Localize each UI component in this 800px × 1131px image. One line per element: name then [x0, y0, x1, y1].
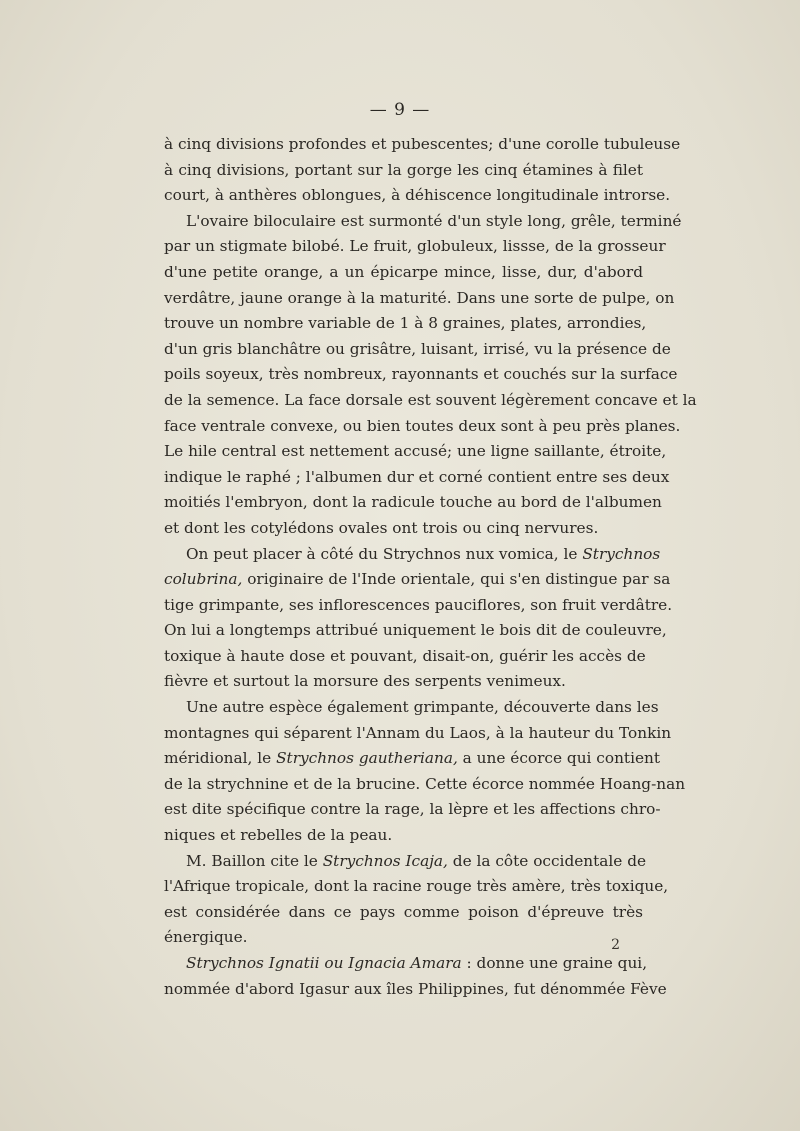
text-line	[164, 746, 661, 772]
text-line	[164, 439, 667, 465]
line-text: L'ovaire biloculaire est surmonté d'un style long, grêle, terminé	[186, 211, 682, 230]
text-line	[164, 311, 647, 337]
line-text: moitiés l'embryon, dont la radicule touche au bord de l'albumen	[164, 493, 662, 512]
text-line	[164, 286, 675, 312]
line-text: trouve un nombre variable de 1 à 8 graines, plates, arrondies,	[164, 314, 647, 333]
text-line	[164, 644, 646, 670]
text-line	[164, 977, 667, 1003]
signature-mark: 2	[611, 937, 620, 953]
line-text: On lui a longtemps attribué uniquement le bois dit de couleuvre,	[164, 621, 667, 640]
text-line	[164, 618, 667, 644]
line-text: et dont les cotylédons ovales ont trois ou cinq nervures.	[164, 518, 599, 537]
line-text: à cinq divisions, portant sur la gorge les cinq étamines à filet	[164, 160, 643, 179]
italic-text: Strychnos Ignatii ou Ignacia Amara	[186, 954, 462, 972]
italic-text: Strychnos gautheriana,	[276, 749, 458, 768]
line-text: est considérée dans ce pays comme poison d'épreuve très	[164, 902, 643, 921]
text-line	[164, 874, 669, 900]
line-text: verdâtre, jaune orange à la maturité. Dans une sorte de pulpe, on	[164, 288, 675, 307]
line-text: à cinq divisions profondes et pubescentes; d'une corolle tubuleuse	[164, 135, 681, 153]
line-text: indique le raphé ; l'albumen dur et corné contient entre ses deux	[164, 467, 670, 486]
text-line	[164, 260, 643, 286]
text-line	[164, 209, 682, 235]
line-text: M. Baillon cite le	[186, 851, 323, 870]
line-text: de la côte occidentale de	[447, 851, 647, 870]
text-line	[164, 465, 670, 491]
body-text	[164, 132, 697, 1002]
italic-text: Strychnos Icaja,	[322, 851, 448, 870]
line-text: énergique.	[164, 928, 248, 947]
text-line	[164, 183, 671, 209]
line-text: niques et rebelles de la peau.	[164, 826, 393, 845]
text-line	[164, 900, 643, 926]
line-text: montagnes qui séparent l'Annam du Laos, à la hauteur du Tonkin	[164, 723, 672, 742]
text-line	[164, 414, 681, 440]
line-text: a une écorce qui contient	[457, 749, 661, 768]
line-text: poils soyeux, très nombreux, rayonnants et couchés sur la surface	[164, 365, 678, 384]
line-text: fièvre et surtout la morsure des serpents venimeux.	[164, 672, 566, 691]
text-line	[164, 823, 643, 849]
line-text: par un stigmate bilobé. Le fruit, globuleux, lissse, de la grosseur	[164, 237, 666, 256]
text-line	[164, 695, 659, 721]
text-line	[164, 721, 672, 747]
line-text: On peut placer à côté du Strychnos nux vomica, le	[186, 544, 583, 563]
line-text: tige grimpante, ses inflorescences pauciflores, son fruit verdâtre.	[164, 595, 673, 614]
line-text: nommée d'abord Igasur aux îles Philippines, fut dénommée Fève	[164, 979, 667, 998]
line-text: : donne une graine qui,	[461, 954, 648, 972]
text-line	[164, 158, 643, 184]
text-line	[164, 132, 681, 158]
text-line	[164, 849, 647, 875]
line-text: Le hile central est nettement accusé; une ligne saillante, étroite,	[164, 442, 667, 461]
text-line	[164, 234, 666, 260]
text-line	[164, 490, 662, 516]
italic-text: colubrina,	[164, 570, 243, 589]
text-line	[164, 772, 686, 798]
text-line	[164, 797, 661, 823]
text-line	[164, 516, 643, 542]
line-text: de la semence. La face dorsale est souvent légèrement concave et la	[164, 390, 697, 409]
text-line	[164, 567, 671, 593]
text-line	[164, 925, 643, 951]
text-line	[164, 362, 678, 388]
line-text: méridional, le	[164, 749, 277, 768]
line-text: est dite spécifique contre la rage, la lèpre et les affections chro-	[164, 800, 661, 819]
line-text: face ventrale convexe, ou bien toutes deux sont à peu près planes.	[164, 416, 681, 435]
text-line	[164, 951, 648, 977]
text-line	[164, 542, 661, 568]
line-text: Une autre espèce également grimpante, découverte dans les	[186, 698, 659, 717]
line-text: d'un gris blanchâtre ou grisâtre, luisant, irrisé, vu la présence de	[164, 339, 671, 358]
line-text: d'une petite orange, a un épicarpe mince, lisse, dur, d'abord	[164, 262, 643, 281]
text-line	[164, 337, 671, 363]
italic-text: Strychnos	[582, 544, 661, 563]
text-line	[164, 669, 643, 695]
line-text: de la strychnine et de la brucine. Cette écorce nommée Hoang-nan	[164, 774, 686, 793]
line-text: court, à anthères oblongues, à déhiscence longitudinale introrse.	[164, 186, 671, 205]
line-text: l'Afrique tropicale, dont la racine rouge très amère, très toxique,	[164, 877, 669, 896]
text-line	[164, 388, 697, 414]
text-line	[164, 593, 673, 619]
line-text: originaire de l'Inde orientale, qui s'en distingue par sa	[242, 570, 671, 589]
line-text: toxique à haute dose et pouvant, disait-on, guérir les accès de	[164, 646, 646, 665]
page-number: — 9 —	[369, 100, 431, 120]
